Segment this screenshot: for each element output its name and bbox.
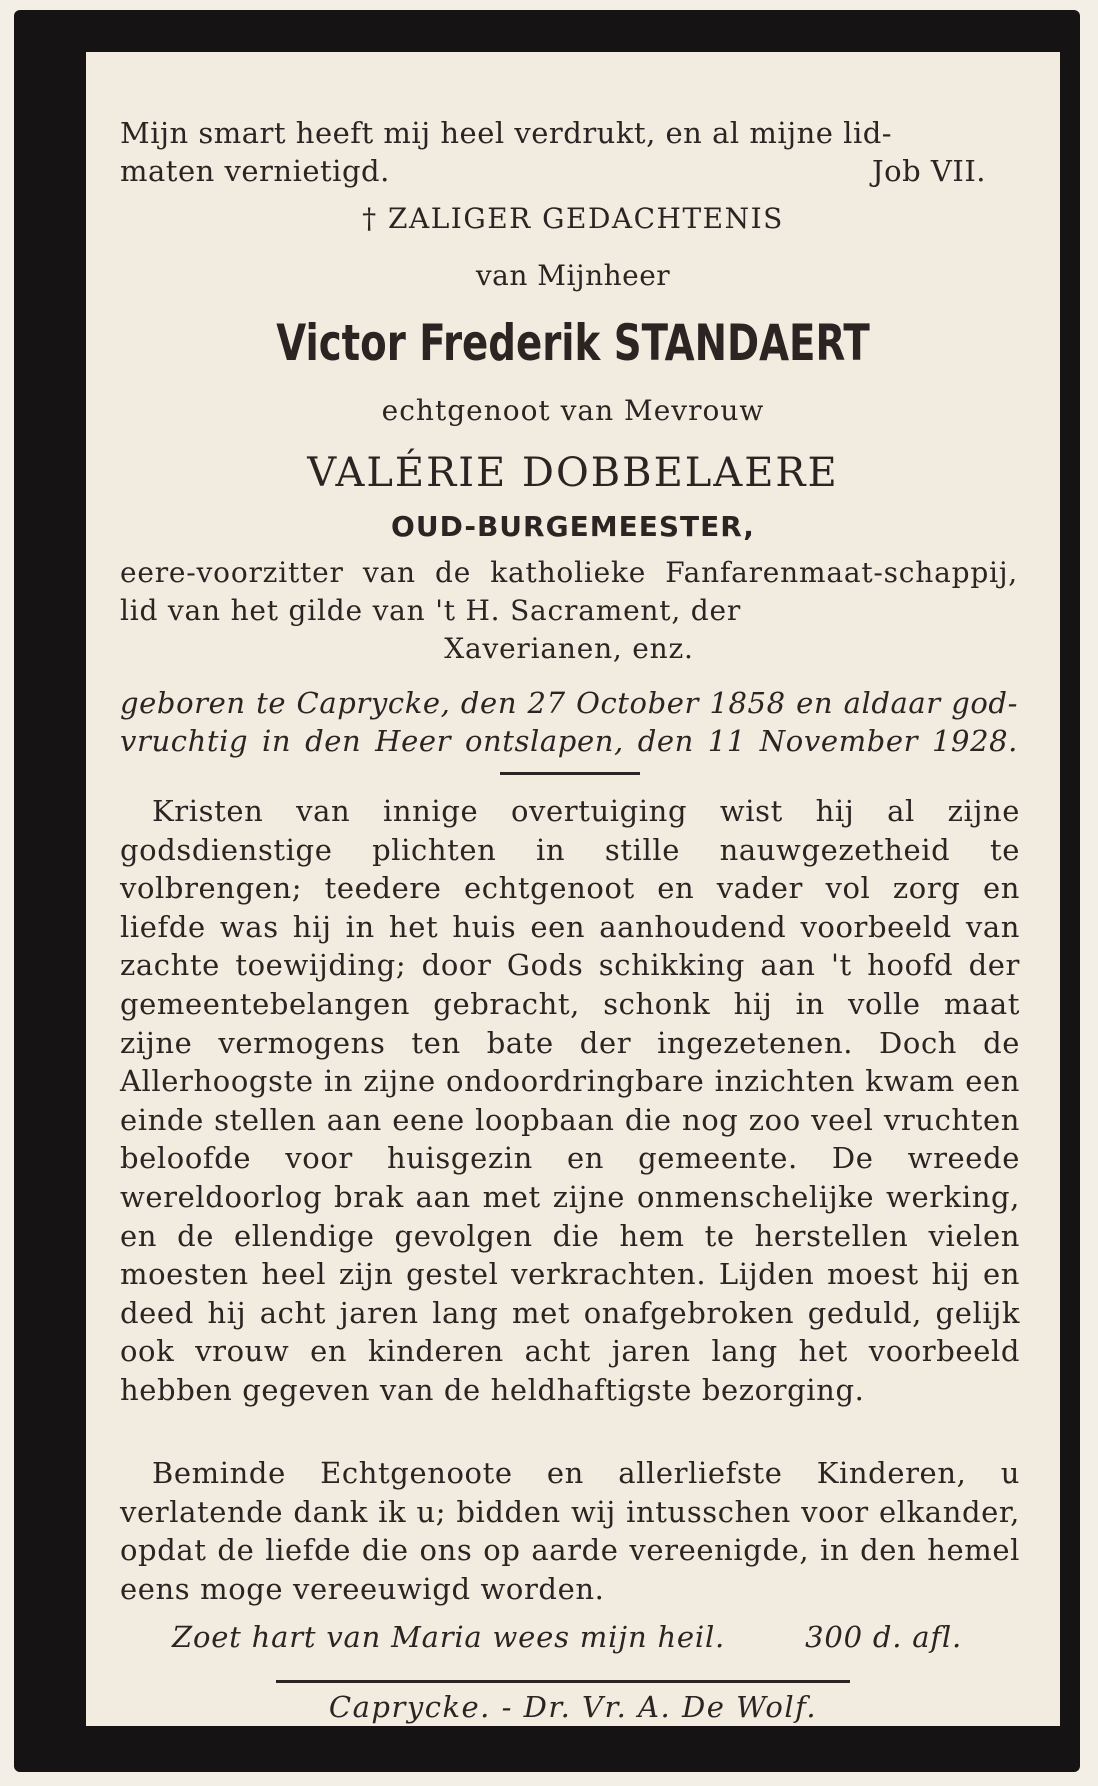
closing-paragraph: Beminde Echtgenoote en allerliefste Kinderen, u verlatende dank ik u; bidden wij intusschen voor elkander, opdat de liefde die ons op aarde vereenigde, in den hemel eens moge vereeuwigd worden. [120,1456,1020,1606]
dates-line-2: vruchtig in den Heer ontslapen, den 11 November 1928. [120,724,1018,758]
spouse-name: VALÉRIE DOBBELAERE [307,450,839,496]
divider-short [500,772,640,775]
epigraph-line-1: Mijn smart heeft mij heel verdrukt, en al mijne lid- [120,116,893,150]
birth-death-dates [120,684,1018,760]
dates-line-1: geboren te Caprycke, den 27 October 1858 en aldaar god- [120,686,1018,720]
honorific: van Mijnheer [475,259,671,292]
mourning-card-border [14,10,1080,1772]
memory-heading: † ZALIGER GEDACHTENIS [362,202,784,235]
prayer-line [172,1620,962,1654]
role-title: OUD-BURGEMEESTER, [391,510,755,543]
functions [120,554,1018,668]
biography-paragraph: Kristen van innige overtuiging wist hij al zijne godsdienstige plichten in stille nauwgezetheid te volbrengen; teedere echtgenoot en vader vol zorg en liefde was hij in het huis een aanhoudend voorbeeld van zachte toewijding; door Gods schikking aan 't hoofd der gemeentebelangen gebracht, schonk hij in volle maat zijne vermogens ten bate der ingezetenen. Doch de Allerhoogste in zijne ondoordringbare inzichten kwam een einde stellen aan eene loopbaan die nog zoo veel vruchten beloofde voor huisgezin en gemeente. De wreede wereldoorlog brak aan met zijne onmenschelijke werking, en de ellendige gevolgen die hem te herstellen vielen moesten heel zijn gestel verkrachten. Lijden moest hij en deed hij acht jaren lang met onafgebroken geduld, gelijk ook vrouw en kinderen acht jaren lang het voorbeeld hebben gegeven van de heldhaftigste bezorging. [120,794,1020,1407]
prayer-text: Zoet hart van Maria wees mijn heil. [172,1620,726,1654]
epigraph [120,114,1000,190]
scripture-reference: Job VII. [872,154,986,188]
epigraph-line-2-text: maten vernietigd. [120,154,390,188]
epigraph-line-2 [120,152,1000,190]
divider-long [276,1680,850,1683]
memorial-card [86,52,1060,1726]
functions-text: eere-voorzitter van de katholieke Fanfarenmaat-schappij, lid van het gilde van 't H. Sacrament, der [120,556,1018,627]
deceased-name: Victor Frederik STANDAERT [276,314,870,372]
printer-imprint: Caprycke. - Dr. Vr. A. De Wolf. [328,1690,818,1724]
indulgence-text: 300 d. afl. [805,1620,962,1654]
functions-last: Xaverianen, enz. [444,632,694,665]
spouse-intro: echtgenoot van Mevrouw [381,394,765,427]
